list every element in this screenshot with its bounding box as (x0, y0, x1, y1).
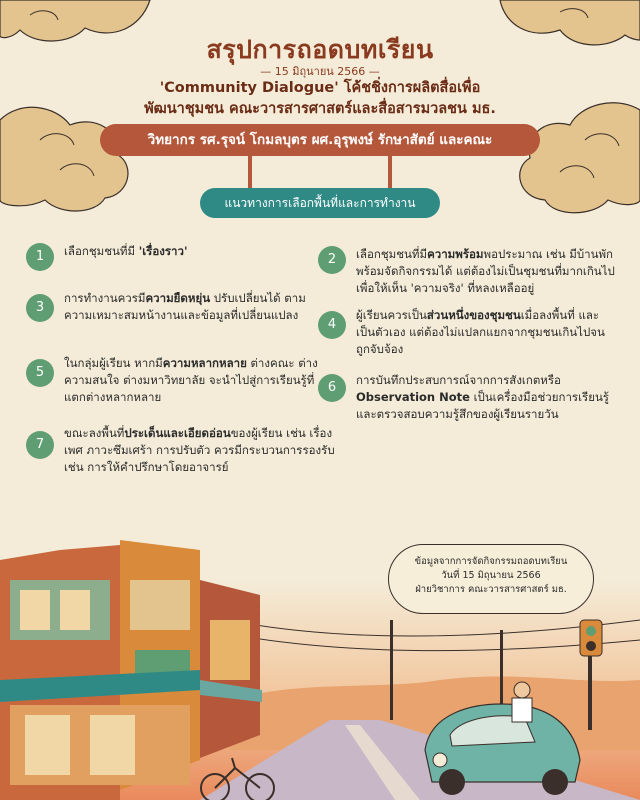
subtitle-line-1: 'Community Dialogue' โค้ชชิ่งการผลิตสื่อเพื่อ (159, 80, 481, 96)
item-number-badge: 5 (26, 359, 54, 387)
item-number-badge: 6 (318, 374, 346, 402)
speakers-banner: วิทยากร รศ.รุจน์ โกมลบุตร ผศ.อุรุพงษ์ รักษาสัตย์ และคณะ (100, 124, 540, 156)
event-date: — 15 มิถุนายน 2566 — (260, 65, 380, 78)
page-title: สรุปการถอดบทเรียน (206, 35, 434, 64)
source-note-line-3: ฝ่ายวิชาการ คณะวารสารศาสตร์ มธ. (415, 584, 567, 595)
item-number-badge: 2 (318, 246, 346, 274)
subtitle-line-2: พัฒนาชุมชน คณะวารสารศาสตร์และสื่อสารมวลชน มธ. (144, 101, 496, 117)
page-subtitle (60, 78, 580, 120)
list-item: 5 ในกลุ่มผู้เรียน หากมีความหลากหลาย ต่างคณะ ต่างความสนใจ ต่างมหาวิทยาลัย จะนำไปสู่การเรียนรู้ที่แตกต่างหลากหลาย (64, 355, 324, 406)
source-note (388, 544, 594, 614)
list-item: 6 การบันทึกประสบการณ์จากการสังเกตหรือ Observation Note เป็นเครื่องมือช่วยการเรียนรู้และตรวจสอบความรู้สึกของผู้เรียนรายวัน (356, 372, 618, 423)
item-number-badge: 1 (26, 243, 54, 271)
list-item: 1 เลือกชุมชนที่มี 'เรื่องราว' (64, 243, 324, 260)
list-item: 7 ขณะลงพื้นที่ประเด็นและเอียดอ่อนของผู้เรียน เช่น เรื่องเพศ ภาวะซึมเศร้า การปรับตัว ควรมีกระบวนการรองรับ เช่น การให้คำปรึกษาโดยอาจารย์ (64, 425, 336, 476)
item-number-badge: 7 (26, 431, 54, 459)
list-item: 4 ผู้เรียนควรเป็นส่วนหนึ่งของชุมชนเมื่อลงพื้นที่ และเป็นตัวเอง แต่ต้องไม่แปลกแยกจากชุมชนเกินไปจนถูกจับจ้อง (356, 307, 618, 358)
item-number-badge: 4 (318, 311, 346, 339)
list-item: 3 การทำงานควรมีความยืดหยุ่น ปรับเปลี่ยนได้ ตามความเหมาะสมหน้างานและข้อมูลที่เปลี่ยนแปลง (64, 290, 324, 324)
source-note-line-1: ข้อมูลจากการจัดกิจกรรมถอดบทเรียน (414, 556, 568, 567)
item-number-badge: 3 (26, 294, 54, 322)
source-note-line-2: วันที่ 15 มิถุนายน 2566 (441, 570, 541, 581)
list-item: 2 เลือกชุมชนที่มีความพร้อมพอประมาณ เช่น มีบ้านพักพร้อมจัดกิจกรรมได้ แต่ต้องไม่เป็นชุมชนที่มากเกินไป เพื่อให้เห็น 'ความจริง' ที่หลงเหลืออยู่ (356, 246, 618, 297)
section-heading: แนวทางการเลือกพื้นที่และการทำงาน (200, 188, 440, 218)
banner-post-left (248, 156, 252, 188)
banner-post-right (388, 156, 392, 188)
